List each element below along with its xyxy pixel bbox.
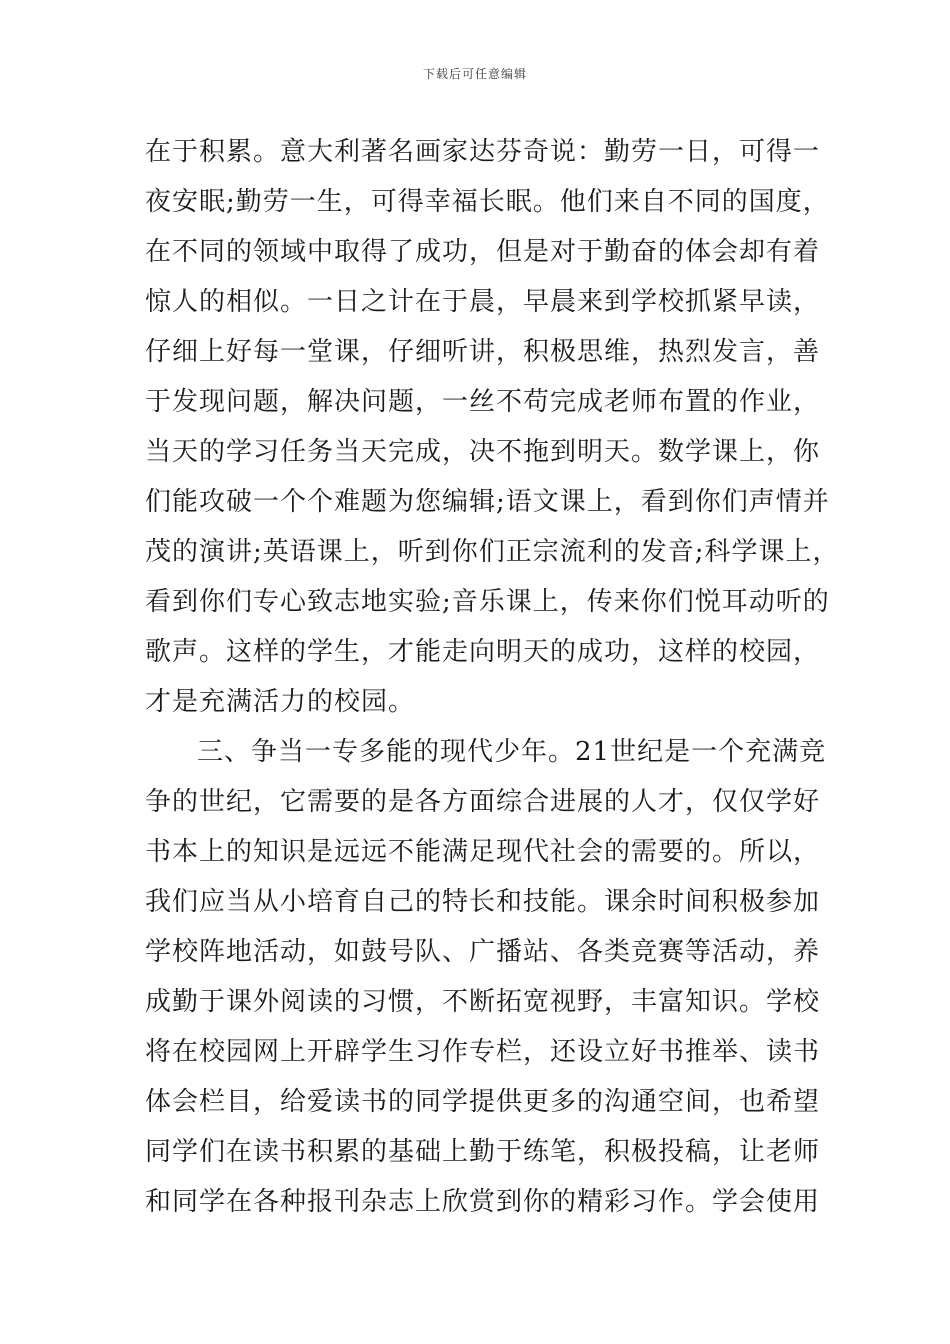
text-line: 成勤于课外阅读的习惯，不断拓宽视野，丰富知识。学校 [145, 987, 821, 1017]
text-line: 学校阵地活动，如鼓号队、广播站、各类竞赛等活动，养 [145, 937, 821, 967]
text-line: 在不同的领域中取得了成功，但是对于勤奋的体会却有着 [145, 237, 821, 267]
text-line: 歌声。这样的学生，才能走向明天的成功，这样的校园， [145, 637, 821, 667]
text-line: 仔细上好每一堂课，仔细听讲，积极思维，热烈发言，善 [145, 337, 821, 367]
text-line: 茂的演讲;英语课上，听到你们正宗流利的发音;科学课上， [145, 537, 840, 567]
text-line: 在于积累。意大利著名画家达芬奇说：勤劳一日，可得一 [145, 137, 821, 167]
text-line: 体会栏目，给爱读书的同学提供更多的沟通空间，也希望 [145, 1087, 821, 1117]
text-line: 惊人的相似。一日之计在于晨，早晨来到学校抓紧早读， [145, 287, 821, 317]
text-line: 看到你们专心致志地实验;音乐课上，传来你们悦耳动听的 [145, 587, 830, 617]
text-line: 们能攻破一个个难题为您编辑;语文课上，看到你们声情并 [145, 487, 830, 517]
body-text [145, 127, 840, 1227]
text-line: 争的世纪，它需要的是各方面综合进展的人才，仅仅学好 [145, 787, 821, 817]
text-line: 我们应当从小培育自己的特长和技能。课余时间积极参加 [145, 887, 821, 917]
page-header: 下载后可任意编辑 [422, 67, 527, 81]
text-line: 书本上的知识是远远不能满足现代社会的需要的。所以， [145, 837, 821, 867]
text-line: 于发现问题，解决问题，一丝不苟完成老师布置的作业， [145, 387, 821, 417]
text-line: 将在校园网上开辟学生习作专栏，还设立好书推举、读书 [145, 1037, 821, 1067]
text-line: 和同学在各种报刊杂志上欣赏到你的精彩习作。学会使用 [145, 1187, 821, 1217]
text-line: 同学们在读书积累的基础上勤于练笔，积极投稿，让老师 [145, 1137, 821, 1167]
text-line: 夜安眠;勤劳一生，可得幸福长眠。他们来自不同的国度， [145, 187, 830, 217]
paragraph-start-line: 三、争当一专多能的现代少年。21世纪是一个充满竞 [197, 737, 827, 767]
text-line: 当天的学习任务当天完成，决不拖到明天。数学课上，你 [145, 437, 821, 467]
text-line: 才是充满活力的校园。 [145, 687, 416, 717]
